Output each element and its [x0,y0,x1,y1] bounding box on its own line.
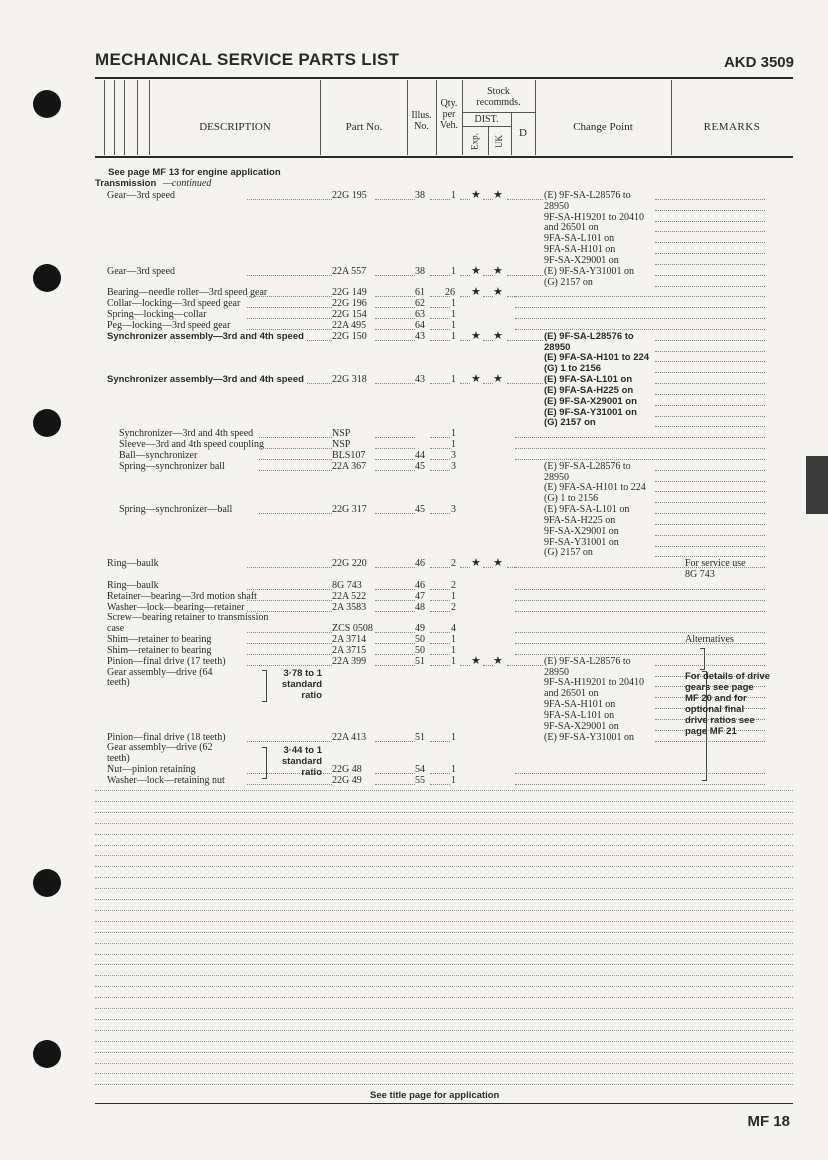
part-description: Ring—baulk [107,579,159,591]
qty-per-vehicle: 1 [451,190,456,201]
part-number: NSP [332,428,351,440]
change-point: (E) 9F-SA-Y31001 on [544,265,634,277]
ruled-line [95,1063,793,1064]
table-row [95,656,795,667]
stock-exp-star: ★ [471,286,481,299]
document-code: AKD 3509 [723,54,794,71]
change-point: 9F-SA-X29001 on [544,720,619,732]
illus-number: 43 [415,374,425,386]
ratio-standard: standard [281,756,322,767]
ruled-line [95,1008,793,1009]
qty-per-vehicle: 1 [451,265,456,277]
drive-gear-remarks [685,671,770,737]
illus-number: 50 [415,634,425,646]
change-point: 9F-SA-H19201 to 20410 [544,677,645,689]
part-description: Synchronizer assembly—3rd and 4th speed [107,374,304,386]
remark-line: For details of drive [685,671,770,682]
change-point: 28950 [544,666,569,678]
table-row [95,331,795,342]
footer-rule [95,1103,793,1104]
change-point: 9FA-SA-L101 on [544,709,615,721]
part-description: teeth) [107,753,130,765]
part-number: 22A 557 [332,265,367,277]
dot-leader [515,459,765,460]
ruled-line [95,888,793,889]
dot-leader [655,556,765,557]
table-row [95,222,795,233]
ruled-line [95,910,793,911]
illus-number: 47 [415,590,425,602]
remark-line: optional final [685,704,745,715]
ruled-line [95,932,793,933]
part-number: 22G 318 [332,374,367,386]
ruled-line [95,1019,793,1020]
illus-number: 45 [415,504,425,516]
illus-number: 51 [415,655,425,667]
ruled-line [95,1084,793,1085]
table-row [95,342,795,353]
part-number: 22G 195 [332,190,367,201]
table-row [95,602,795,613]
part-number: 22A 522 [332,590,367,602]
change-point: 9FA-SA-H225 on [544,514,616,526]
col-illus-no: No. [414,121,429,132]
stock-uk-star: ★ [493,329,503,342]
ruled-line [95,812,793,813]
part-number: 22A 495 [332,319,367,331]
stock-exp-star: ★ [471,189,481,201]
change-point: (E) 9FA-SA-L101 on [544,374,633,386]
illus-number: 38 [415,265,425,277]
ruled-line [95,964,793,965]
illus-number: 48 [415,601,425,613]
ratio-bracket [262,747,267,779]
table-row [95,461,795,472]
illus-number: 49 [415,623,425,635]
dot-leader [655,372,765,373]
stock-uk-star: ★ [493,189,503,201]
change-point: (E) 9F-SA-X29001 on [544,395,637,407]
change-point: (E) 9F-SA-L28576 to [544,190,631,201]
table-row [95,417,795,428]
change-point: 9FA-SA-H101 on [544,244,616,256]
part-description: Washer—lock—bearing—retainer [107,601,245,613]
ruled-line [95,997,793,998]
part-description: Shim—retainer to bearing [107,634,212,646]
stock-uk-star: ★ [493,373,503,386]
ruled-line [95,899,793,900]
illus-number: 63 [415,309,425,321]
dot-leader [515,784,765,785]
stock-uk-star: ★ [493,286,503,299]
col-remarks: REMARKS [703,121,761,133]
part-number: BLS107 [332,449,366,461]
ruled-line [95,954,793,955]
table-row [95,320,795,331]
col-exp: Exp. [469,133,480,150]
col-uk: UK [494,135,504,148]
col-qty: Qty. [440,98,458,109]
col-stock: Stock [487,86,510,97]
dot-leader [430,459,450,460]
ratio-word: ratio [301,767,322,778]
part-description: Ball—synchronizer [119,449,198,461]
dot-leader [430,784,450,785]
ratio-word: ratio [301,690,322,701]
part-description: Collar—locking—3rd speed gear [107,298,241,310]
change-point: and 26501 on [544,688,599,700]
col-part-no: Part No. [345,121,383,133]
part-description: Spring—synchronizer—ball [119,504,233,516]
part-description: Gear assembly—drive (62 [107,742,213,754]
table-row [95,190,795,201]
part-description: Spring—synchronizer ball [119,460,225,472]
change-point: (E) 9F-SA-Y31001 on [544,406,637,418]
part-description: Pinion—final drive (18 teeth) [107,731,226,743]
change-point: 9FA-SA-H101 on [544,699,616,710]
illus-number: 51 [415,731,425,743]
part-number: 22G 196 [332,298,367,310]
dot-leader [247,784,332,785]
part-description: Gear assembly—drive (64 [107,666,213,678]
part-number: 22G 220 [332,558,367,570]
part-number: 8G 743 [332,579,362,591]
part-description: Synchronizer assembly—3rd and 4th speed [107,330,304,342]
change-point: (E) 9F-SA-L28576 to [544,460,631,472]
illus-number: 43 [415,330,425,342]
qty-per-vehicle: 3 [451,449,456,461]
change-point: (E) 9FA-SA-H101 to 224 [544,352,650,364]
change-point: (G) 1 to 2156 [544,493,599,505]
table-row [95,504,795,515]
qty-per-vehicle: 1 [451,330,456,342]
stock-exp-star: ★ [471,264,481,277]
change-point: 9F-SA-H19201 to 20410 [544,211,645,223]
change-point: and 26501 on [544,222,599,234]
section-continued: —continued [163,178,212,189]
stock-uk-star: ★ [493,654,503,667]
part-number: 22G 48 [332,763,362,775]
illus-number: 55 [415,774,425,786]
table-row [95,363,795,374]
col-description: DESCRIPTION [199,121,271,133]
qty-per-vehicle: 1 [451,763,456,775]
ruled-line [95,1052,793,1053]
table-row [95,580,795,591]
page-title: MECHANICAL SERVICE PARTS LIST [95,50,400,69]
dot-leader [247,643,332,644]
remark-line: drive ratios see [685,715,755,726]
dot-leader [375,459,415,460]
ruled-line [95,801,793,802]
dot-leader [259,459,332,460]
ruled-line [95,877,793,878]
ratio-standard: standard [281,679,322,690]
dot-leader [515,643,765,644]
ratio-label [270,668,322,701]
header-rule [95,77,793,79]
section-title: Transmission [95,178,157,189]
col-dist: DIST. [474,114,499,125]
dot-leader [655,286,765,287]
part-description: Ring—baulk [107,558,159,570]
footer-note: See title page for application [370,1090,500,1101]
change-point: (E) 9FA-SA-H101 to 224 [544,482,646,494]
dot-leader [375,784,415,785]
table-row [95,428,795,439]
part-number: 2A 3583 [332,601,367,613]
change-point: (G) 2157 on [544,276,593,288]
illus-number: 61 [415,287,425,299]
part-number: 22G 149 [332,287,367,299]
table-row [95,645,795,656]
qty-per-vehicle: 1 [451,439,456,451]
ratio-value: 3·78 to 1 [283,668,322,679]
table-row [95,493,795,504]
table-row [95,439,795,450]
table-row [95,591,795,602]
col-illus: Illus. [411,110,432,121]
part-description: Pinion—final drive (17 teeth) [107,655,226,667]
remark-line: MF 20 and for [685,693,747,704]
qty-per-vehicle: 1 [451,774,456,786]
ratio-label [270,745,322,778]
table-row [95,287,795,298]
qty-per-vehicle: 1 [451,644,456,656]
illus-number: 46 [415,579,425,591]
part-description: Retainer—bearing—3rd motion shaft [107,590,257,602]
illus-number: 64 [415,319,425,331]
table-row [95,352,795,363]
punch-hole [33,409,61,437]
qty-per-vehicle: 2 [451,558,456,570]
col-stock-recommds: recommds. [476,97,521,108]
qty-per-vehicle: 1 [451,428,456,440]
ratio-value: 3·44 to 1 [283,745,322,756]
change-point: (G) 2157 on [544,547,593,559]
part-number: 22G 49 [332,774,362,786]
section-heading [95,178,795,189]
illus-number: 45 [415,460,425,472]
page-number: MF 18 [747,1113,790,1130]
change-point: (E) 9FA-SA-L101 on [544,504,630,516]
table-row [95,526,795,537]
ruled-line [95,1030,793,1031]
ratio-bracket [262,670,267,702]
part-number: 22A 367 [332,460,367,472]
ruled-line [95,790,793,791]
part-description: Bearing—needle roller—3rd speed gear [107,287,268,299]
change-point: 9F-SA-X29001 on [544,254,619,266]
qty-per-vehicle: 3 [451,504,456,516]
table-row [95,753,795,764]
change-point: 28950 [544,471,569,483]
section-note: See page MF 13 for engine application [108,167,281,178]
remark: Alternatives [685,634,734,646]
stock-exp-star: ★ [471,373,481,386]
change-point: 9F-SA-Y31001 on [544,536,619,548]
punch-hole [33,90,61,118]
ruled-line [95,855,793,856]
change-point: 9F-SA-X29001 on [544,525,619,537]
stock-exp-star: ★ [471,654,481,667]
table-row [95,212,795,223]
part-description: Peg—locking—3rd speed gear [107,319,231,331]
change-point: (E) 9F-SA-Y31001 on [544,731,634,743]
illus-number: 54 [415,763,425,775]
table-row [95,255,795,266]
table-row [95,742,795,753]
punch-hole [33,1040,61,1068]
table-row [95,764,795,775]
ruled-line [95,1073,793,1074]
table-row [95,537,795,548]
part-number: 2A 3715 [332,644,367,656]
remark-line: gears see page [685,682,754,693]
part-description: Screw—bearing retainer to transmission [107,612,269,624]
illus-number: 46 [415,558,425,570]
part-description: Spring—locking—collar [107,309,207,321]
ruled-line [95,921,793,922]
table-row [95,569,795,580]
change-point: (G) 1 to 2156 [544,363,602,375]
ruled-line [95,823,793,824]
table-row [95,309,795,320]
qty-per-vehicle: 1 [451,374,456,386]
table-row [95,547,795,558]
ruled-line [95,986,793,987]
table-row [95,233,795,244]
part-description: Synchronizer—3rd and 4th speed [119,428,254,440]
dot-leader [375,643,415,644]
col-qty-veh: Veh. [439,120,459,131]
table-row [95,244,795,255]
change-point: (E) 9F-SA-L28576 to [544,330,634,342]
punch-hole [33,869,61,897]
qty-per-vehicle: 1 [451,590,456,602]
change-point: (E) 9FA-SA-H225 on [544,384,634,396]
illus-number: 62 [415,298,425,310]
change-point: 9FA-SA-L101 on [544,233,615,245]
table-row [95,298,795,309]
part-description: Shim—retainer to bearing [107,644,212,656]
ruled-line [95,1041,793,1042]
qty-per-vehicle: 26 [445,287,455,299]
remark: 8G 743 [685,569,715,581]
ruled-line [95,943,793,944]
part-description: Nut—pinion retaining [107,763,196,775]
illus-number: 38 [415,190,425,201]
stock-uk-star: ★ [493,557,503,570]
qty-per-vehicle: 2 [451,601,456,613]
col-d: D [519,127,527,139]
part-description: teeth) [107,677,130,689]
table-row [95,775,795,786]
table-row [95,201,795,212]
ruled-line [95,845,793,846]
punch-hole [33,264,61,292]
change-point: 28950 [544,200,569,212]
part-number: ZCS 0508 [332,623,373,635]
part-number: 22A 413 [332,731,367,743]
part-number: 2A 3714 [332,634,367,646]
table-row [95,277,795,288]
illus-number: 44 [415,449,425,461]
qty-per-vehicle: 3 [451,460,456,472]
change-point: (E) 9F-SA-L28576 to [544,655,631,667]
table-row [95,612,795,623]
col-change-point: Change Point [573,121,633,133]
qty-per-vehicle: 4 [451,623,456,635]
ruled-line [95,866,793,867]
part-description: Washer—lock—retaining nut [107,774,225,786]
remark-line: page MF 21 [685,726,737,737]
table-row [95,374,795,385]
table-row [95,385,795,396]
table-row [95,623,795,634]
part-description: Sleeve—3rd and 4th speed coupling [119,439,264,451]
table-row [95,558,795,569]
part-number: 22G 317 [332,504,367,516]
table-row [95,266,795,277]
alternatives-bracket [700,648,705,670]
qty-per-vehicle: 1 [451,309,456,321]
qty-per-vehicle: 1 [451,731,456,743]
part-description: Gear—3rd speed [107,265,176,277]
part-number: 22A 399 [332,655,367,667]
part-number: 22G 150 [332,330,367,342]
table-row [95,515,795,526]
dot-leader [430,643,450,644]
qty-per-vehicle: 1 [451,298,456,310]
col-qty-per: per [442,109,456,120]
table-row [95,450,795,461]
qty-per-vehicle: 2 [451,579,456,591]
change-point: 28950 [544,341,571,353]
remark: For service use [685,558,746,570]
table-row [95,396,795,407]
qty-per-vehicle: 1 [451,655,456,667]
stock-exp-star: ★ [471,329,481,342]
change-point: (G) 2157 on [544,417,596,429]
qty-per-vehicle: 1 [451,634,456,646]
table-row [95,472,795,483]
stock-uk-star: ★ [493,264,503,277]
table-row [95,407,795,418]
part-number: 22G 154 [332,309,367,321]
stock-exp-star: ★ [471,557,481,570]
table-row [95,634,795,645]
ruled-line [95,834,793,835]
part-number: NSP [332,439,351,451]
part-description: Gear—3rd speed [107,190,176,201]
part-description: case [107,623,125,635]
illus-number: 50 [415,644,425,656]
table-row [95,482,795,493]
section-tab [806,456,828,514]
ruled-line [95,975,793,976]
qty-per-vehicle: 1 [451,319,456,331]
